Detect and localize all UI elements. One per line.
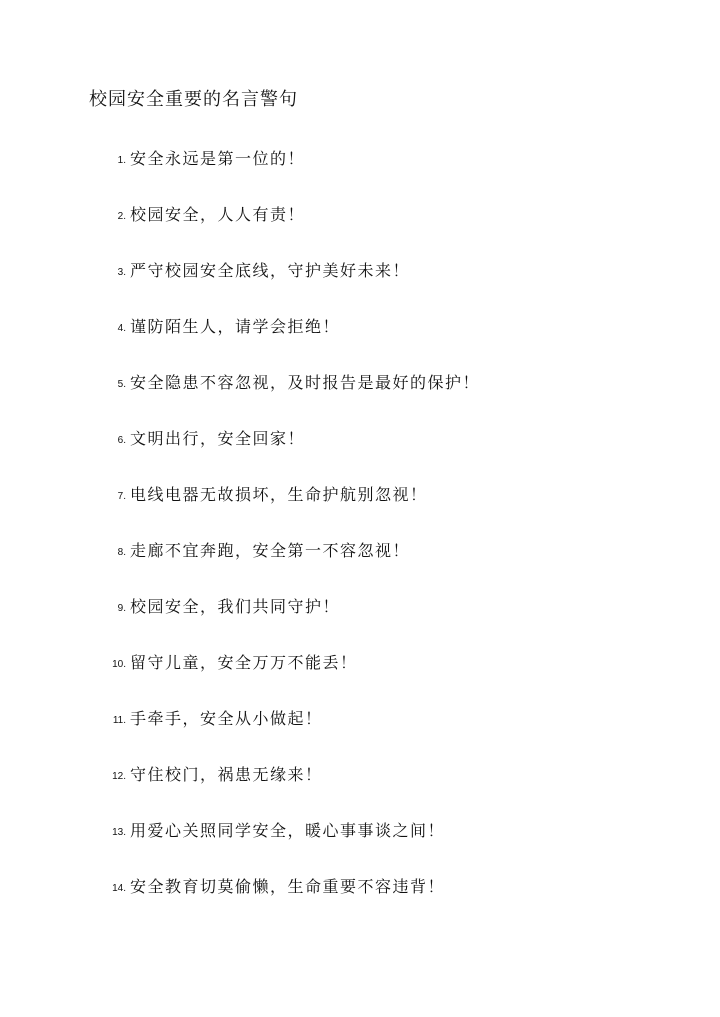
list-number: 5.	[117, 379, 126, 390]
list-number: 11.	[112, 715, 126, 726]
quote-text: 谨防陌生人，请学会拒绝！	[130, 317, 341, 336]
list-number: 10.	[112, 659, 126, 670]
quote-text: 安全永远是第一位的！	[130, 149, 306, 168]
quote-text: 校园安全，人人有责！	[130, 205, 306, 224]
list-number: 7.	[117, 491, 126, 502]
list-number: 6.	[117, 435, 126, 446]
document-title: 校园安全重要的名言警句	[89, 89, 298, 110]
quote-text: 安全隐患不容忽视，及时报告是最好的保护！	[130, 373, 481, 392]
quote-text: 走廊不宜奔跑，安全第一不容忽视！	[130, 541, 411, 560]
quote-text: 严守校园安全底线，守护美好未来！	[130, 261, 411, 280]
list-number: 12.	[112, 771, 126, 782]
quote-text: 文明出行，安全回家！	[130, 429, 306, 448]
list-number: 8.	[117, 547, 126, 558]
list-number: 13.	[112, 827, 126, 838]
quote-text: 留守儿童，安全万万不能丢！	[130, 653, 358, 672]
list-number: 14.	[112, 883, 126, 894]
list-number: 9.	[117, 603, 126, 614]
quote-text: 守住校门，祸患无缘来！	[130, 765, 323, 784]
quote-text: 安全教育切莫偷懒，生命重要不容违背！	[130, 877, 446, 896]
quote-text: 电线电器无故损坏，生命护航别忽视！	[130, 485, 428, 504]
quote-text: 校园安全，我们共同守护！	[130, 597, 341, 616]
list-number: 4.	[117, 323, 126, 334]
list-number: 1.	[117, 155, 126, 166]
list-number: 3.	[117, 267, 126, 278]
quote-text: 用爱心关照同学安全，暖心事事谈之间！	[130, 821, 446, 840]
quote-text: 手牵手，安全从小做起！	[130, 709, 323, 728]
list-number: 2.	[117, 211, 126, 222]
